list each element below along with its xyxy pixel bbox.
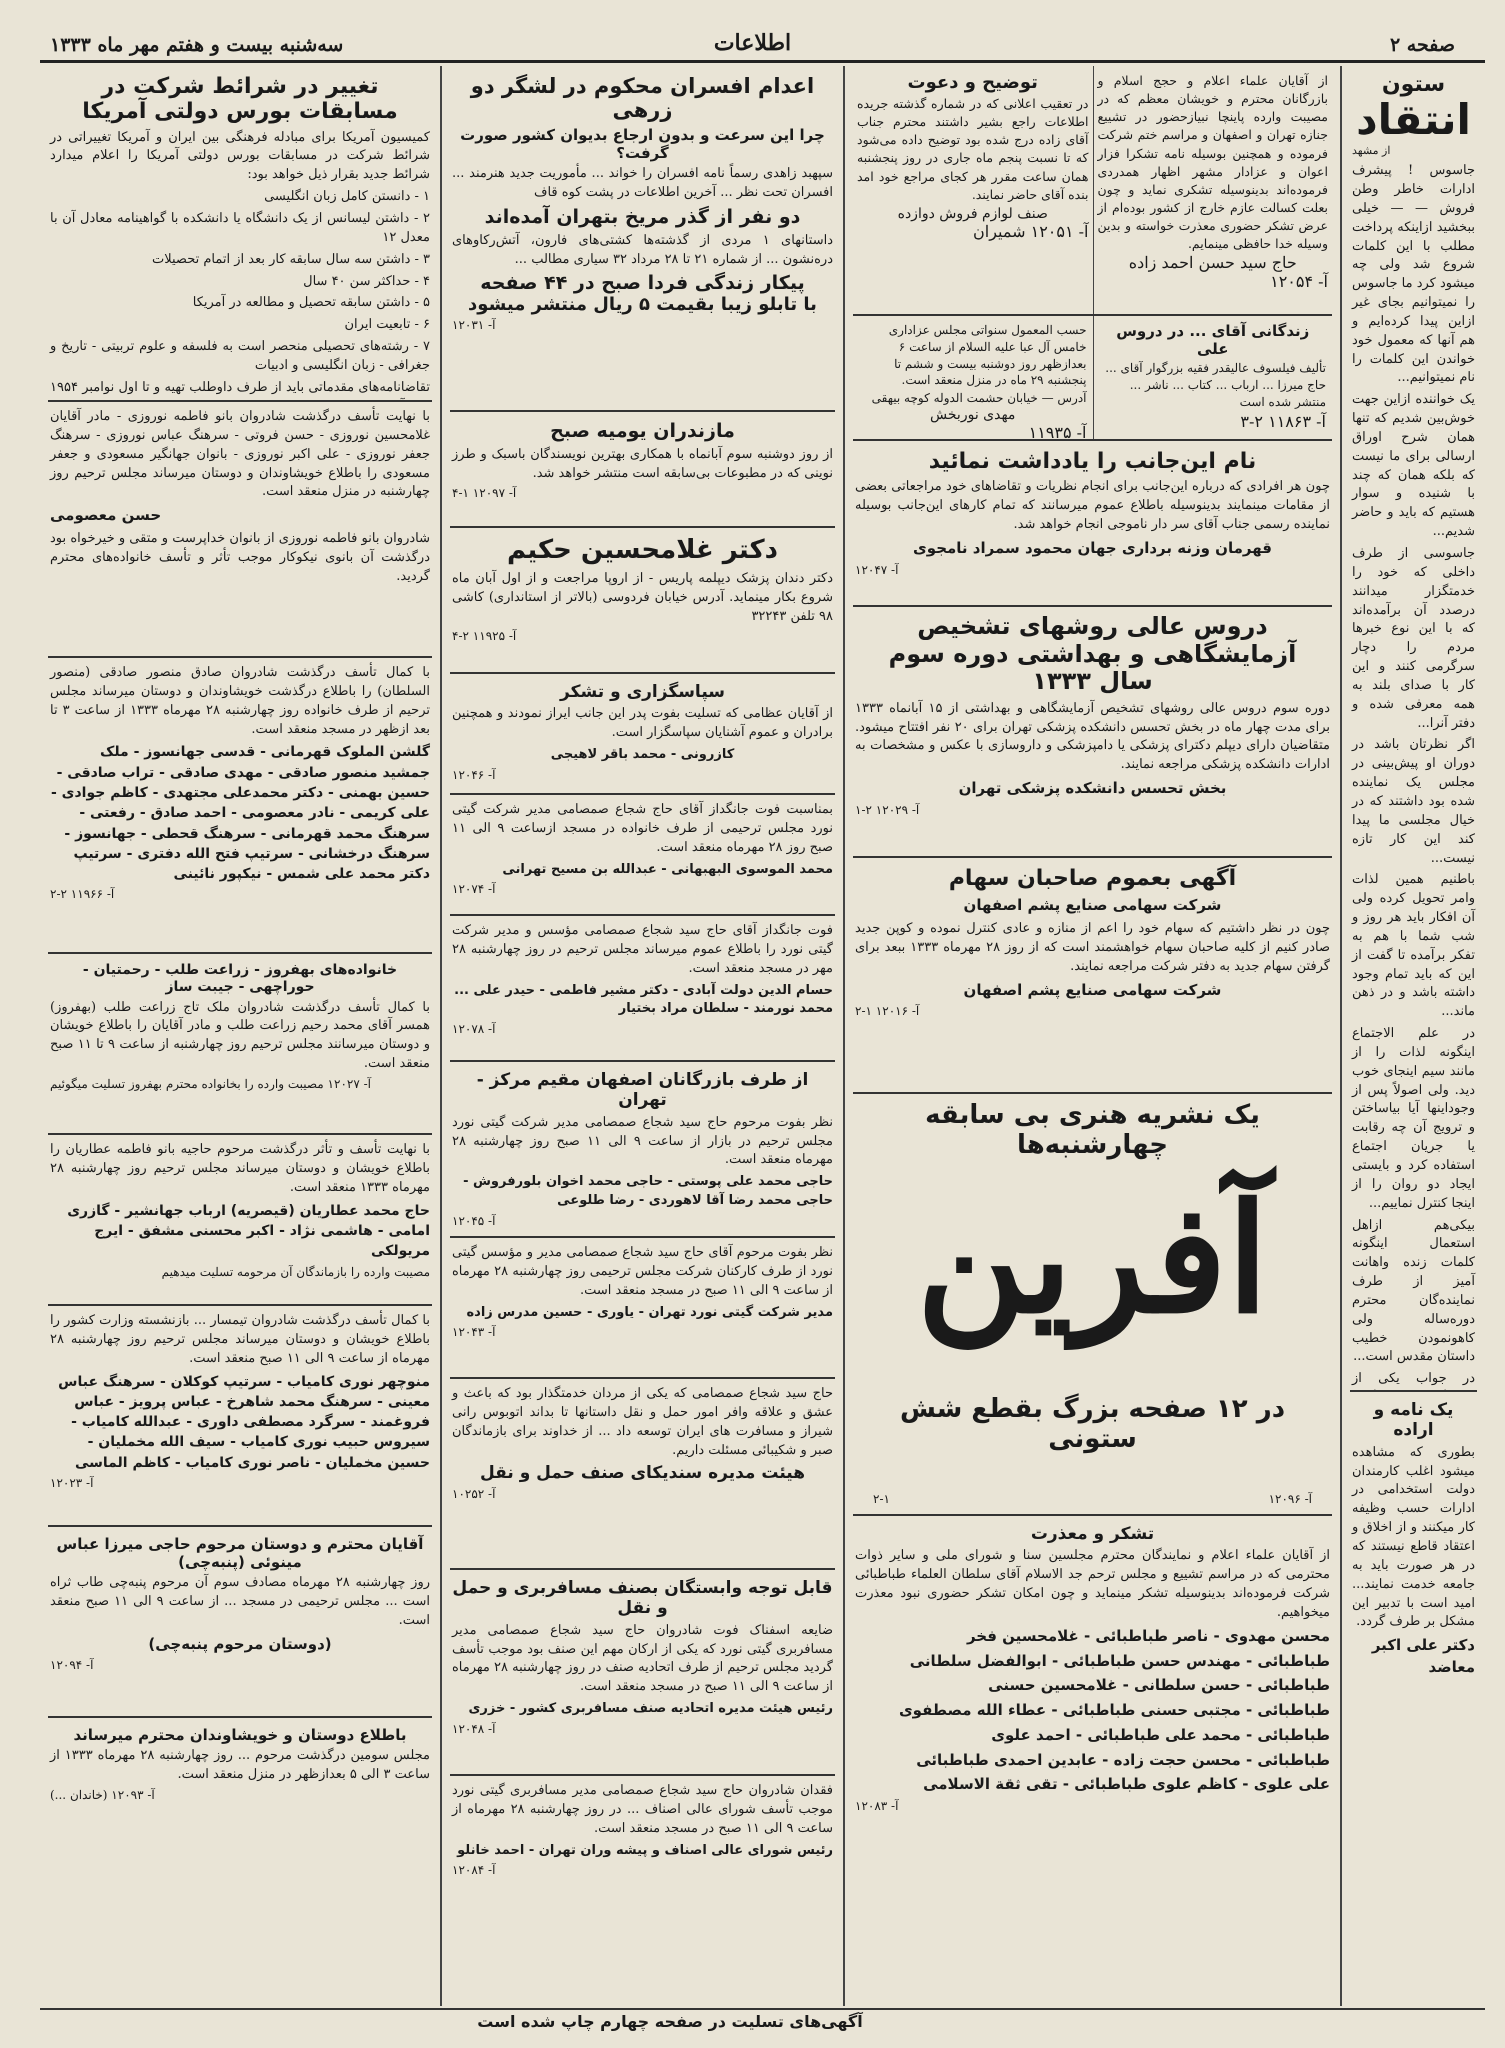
notice-body: با کمال تأسف درگذشت شادروان ملک تاج زراعت طلب (بهفروز) همسر آقای محمد رحیم زراعت طلب و مادر آقایان را باطلاع خویشان و دوستان میرسانند مجلس ترحیم روز چهارشنبه از ساعت ۹ تا ۱۱ صبح منعقد است. bbox=[50, 999, 430, 1072]
notice-signature: (دوستان مرحوم پنبه‌چی) bbox=[148, 1634, 332, 1653]
thanks-name-line: طباطبائی - حسن سلطانی - غلامحسین حسنی bbox=[988, 1676, 1330, 1695]
requirement-item: ۲ - داشتن لیسانس از یک دانشگاه یا دانشکده با گواهینامه معادل آن با معدل ۱۲ bbox=[50, 210, 430, 245]
course-title-line: سال ۱۳۳۳ bbox=[1032, 667, 1153, 696]
mourning-notice bbox=[853, 316, 1093, 443]
notice-signature: حاج محمد عطاریان (قیصریه) ارباب جهانشیر - گازری امامی - هاشمی نژاد - اکبر محسنی مشفق - ایرج مریولکی bbox=[67, 1202, 430, 1260]
notice-code: آ- ۱۲۰۹۳ (خاندان ...) bbox=[50, 1787, 155, 1802]
obituary-norouzi bbox=[48, 402, 432, 658]
article-paragraph: جاسوسی از طرف داخلی که خود را خدمتگزار میدانند درصدد آن برآمده‌اند که با این نوع خبرها مردم را دچار سرگرمی کنند و این کار با صدای بلند به همه معرفی شده و دفتر آنرا... bbox=[1352, 546, 1475, 731]
notice-signature: حسن معصومی bbox=[50, 506, 162, 525]
afarin-code-a: آ- ۱۲۰۹۶ bbox=[1268, 1492, 1312, 1506]
notice-body: از آقایان علماء اعلام و نمایندگان محترم مجلسین سنا و شورای ملی و سایر ذوات محترمی که در مراسم تشییع و مجلس ترحم جد الاسلام آقای سلطان العلماء طباطبائی شرکت فرموده‌اند بدینوسیله تشکر مینماید و چون امکان تشکر حضوری نبود معذرت میخواهیم. bbox=[855, 1548, 1330, 1620]
thanks-name-line: طباطبائی - مهندس حسن طباطبائی - ابوالفضل سلطانی bbox=[909, 1651, 1330, 1670]
mourning-body: حسب المعمول سنواتی مجلس عزاداری خامس آل عبا علیه السلام از ساعت ۶ بعدازظهر روز دوشنبه بیست و ششم تا پنجشنبه ۲۹ ماه در منزل منعقد است. bbox=[888, 323, 1087, 388]
notice-title: قابل توجه وابستگان بصنف مسافربری و حمل و نقل bbox=[452, 1578, 833, 1619]
notice-signature: هیئت مدیره سندیکای صنف حمل و نقل bbox=[479, 1463, 806, 1484]
letter-signature: دکتر علی اکبر معاضد bbox=[1371, 1636, 1475, 1676]
magazine-announcement: با تابلو زیبا بقیمت ۵ ریال منتشر میشود bbox=[468, 294, 817, 316]
ad-code: آ- ۱۲۰۳۱ bbox=[452, 317, 496, 332]
thanks-name-line: علی علوی - کاظم علوی طباطبائی - تقی ثقة الاسلامی bbox=[923, 1775, 1330, 1794]
shareholders-notice bbox=[853, 858, 1332, 1094]
footer-rule bbox=[40, 2008, 1485, 2010]
mazandaran-daily-ad bbox=[450, 412, 835, 528]
notice-signature: حاجی محمد علی پوستی - حاجی محمد اخوان بلورفروش - حاجی محمد رضا آقا لاهوردی - رضا طلوعی bbox=[463, 1174, 833, 1209]
article-paragraph: باطنیم همین لذات وامر تحویل کرده ولی آن افکار باید هر روز و شب شما با هم به تفکر برآمده تا گفت از این که باید تمام وجود داشته باشد و در ذهن ماند... bbox=[1352, 872, 1475, 1020]
dentist-ad bbox=[450, 528, 835, 674]
mourning-code: آ- ۱۱۹۳۵ bbox=[1028, 423, 1087, 443]
notice-code: آ- ۱۲۰۷۸ bbox=[452, 1022, 496, 1037]
notice-signature: کازرونی - محمد باقر لاهیجی bbox=[550, 747, 735, 763]
notice-title: توضیح و دعوت bbox=[907, 72, 1038, 93]
notice-code: آ- ۱۲۰۴۸ bbox=[452, 1722, 496, 1736]
notice-signature: صنف لوازم فروش دوازده bbox=[897, 205, 1048, 222]
notice-code: آ- ۱۲۰۴۶ bbox=[452, 767, 496, 782]
notice-body: ضایعه اسفناک فوت شادروان حاج سید شجاع صمصامی مدیر مسافربری گیتی نورد که یکی از ارکان مهم این صنف بود موجب تأسف گردید مجلس ترحیم از طرف اتحادیه صنف در روز چهارشنبه ۲۸ مهرماه از ساعت ۹ الی ۱۱ صبح در مسجد منعقد است. bbox=[452, 1622, 833, 1695]
thanks-name-line: طباطبائی - مجتبی حسنی طباطبائی - عطاء الله مصطفوی bbox=[898, 1701, 1330, 1720]
requirement-item: ۱ - دانستن کامل زبان انگلیسی bbox=[264, 189, 430, 205]
union-notice bbox=[450, 1570, 835, 1776]
us-scholarship-article bbox=[48, 66, 432, 402]
course-code: آ- ۱۲۰۲۹ ۲-۱ bbox=[855, 802, 920, 817]
notice-title: نام این‌جانب را یادداشت نمائید bbox=[928, 449, 1257, 474]
course-signature: بخش تحسس دانشکده پزشکی تهران bbox=[958, 779, 1227, 798]
letter-body: بطوری که مشاهده میشود اغلب کارمندان دولت استخدامی در ادارات حسب وظیفه کار میکنند و از اخلاق و اعتقاد قاطع نیستند که در هر صورت باید به جامعه خدمت نمایند... امید است با تدبیر این مشکل بر طرف گردد. bbox=[1352, 1444, 1475, 1630]
council-notice bbox=[450, 1776, 835, 1885]
mourning-signature: مهدی نوربخش bbox=[930, 407, 1016, 424]
notice-body: در تعقیب اعلانی که در شماره گذشته جریده اطلاعات راجع بشیر داشتند محترم جناب آقای زاده درج شده بود توضیح داده می‌شود که تا نسبت پنجم ماه جاری در روز پنجشنبه همان ساعت مقرر هر کجای مراجع خود امد بنده آقای حاضر نمایند. bbox=[857, 96, 1089, 202]
company-death-notice bbox=[450, 1238, 835, 1379]
column-label: ستون bbox=[1381, 72, 1446, 97]
obituary-behforouz bbox=[48, 954, 432, 1135]
notice-title: از طرف بازرگانان اصفهان مقیم مرکز - تهران bbox=[476, 1070, 809, 1111]
header-rule bbox=[40, 60, 1485, 63]
article-body: سپهبد زاهدی رسماً نامه افسران را خواند ... مأموریت جدید هنرمند ... افسران تحت نظر ... آخرین اطلاعات در پشت کوه قاف bbox=[452, 166, 833, 201]
article-headline: تغییر در شرائط شرکت در مسابقات بورس دولتی آمریکا bbox=[82, 74, 398, 125]
notice-signature: حاج سید حسن احمد زاده bbox=[1128, 253, 1297, 273]
letter-article bbox=[1350, 1392, 1477, 1690]
ad-title: دکتر غلامحسین حکیم bbox=[506, 535, 779, 565]
notice-signature: رئیس شورای عالی اصناف و پیشه وران تهران - احمد خانلو bbox=[457, 1842, 833, 1858]
article-subheadline: چرا این سرعت و بدون ارجاع بدیوان کشور صورت گرفت؟ bbox=[460, 126, 825, 163]
notice-code: آ- ۱۲۰۵۴ bbox=[1270, 272, 1328, 292]
memorial-notice bbox=[48, 1718, 432, 1810]
notice-code: آ- ۱۲۰۷۴ bbox=[452, 882, 496, 897]
notice-signature: منوچهر نوری کامیاب - سرتیپ کوکلان - سرهنگ عباس معینی - سرهنگ محمد شاهرخ - عباس پرویز - عباس فروغمند - سرگرد مصطفی داوری - عبدالله کامیاب - سیروس حبیب نوری کامیاب - سیف الله مخملیان - حسین مخملیان - ناصر نوری کامیاب - کاظم الماسی bbox=[58, 1373, 430, 1471]
afarin-subtitle: در ۱۲ صفحه بزرگ بقطع شش ستونی bbox=[899, 1394, 1286, 1454]
course-announcement bbox=[853, 607, 1332, 858]
thanks-name-line: محسن مهدوی - ناصر طباطبائی - غلامحسین فخر bbox=[966, 1626, 1330, 1645]
notice-body: با کمال تأسف درگذشت شادروان صادق منصور صادقی (منصور السلطان) را باطلاع درگذشت خویشاوندان و دوستان میرساند مجلس ترحیم از طرف خانواده روز چهارشنبه ۲۸ مهرماه ۱۳۳۳ از ساعت ۳ تا بعد ازظهر در مسجد منعقد است. bbox=[50, 665, 430, 737]
ad-title: مازندران یومیه صبح bbox=[550, 420, 735, 442]
notice-title: سپاسگزاری و تشکر bbox=[560, 682, 725, 702]
requirement-item: ۶ - تابعیت ایران bbox=[344, 317, 430, 333]
notice-title: آگهی بعموم صاحبان سهام bbox=[948, 866, 1237, 891]
book-ad-code: آ- ۱۱۸۶۳ ۲-۳ bbox=[1240, 412, 1326, 432]
execution-article bbox=[450, 66, 835, 412]
remember-name-notice bbox=[853, 441, 1332, 607]
article-paragraph: بیکی‌هم ازاهل استعمال اینگونه کلمات زنده واهانت آمیز از طرف نماینده‌گان محترم دوره‌ساله ولی کاهونمودن خطیب داستان مقدس است... bbox=[1352, 1217, 1475, 1365]
death-notice bbox=[450, 795, 835, 916]
book-ad-body: تألیف فیلسوف عالیقدر فقیه بزرگوار آقای ... حاج میرزا ... ارباب ... کتاب ... ناشر ... منتشر شده است bbox=[1105, 361, 1326, 409]
article-body: داستانهای ۱ مردی از گذشته‌ها کشتی‌های فارون، آتش‌رکاوهای دره‌نشون ... از شماره ۲۱ تا ۲۸ مرداد ۳۲ سیاری مطالب ... bbox=[452, 232, 833, 267]
page-header bbox=[0, 18, 1505, 64]
article-paragraph: جاسوس ! پیشرف ادارات خاطر وطن فروش — — خیلی ببخشید ازاینکه پرداخت مطلب با این کلمات شروع شد ولی چه میشود کرد ما جاسوس را نمیتوانیم بجای غیر ازاین پیدا کرده‌ایم و هم آنها که معمول خود خواندن این کلمات را نام نمیتوانیم... bbox=[1352, 163, 1475, 386]
column-4 bbox=[40, 66, 440, 2006]
requirement-item: ۷ - رشته‌های تحصیلی منحصر است به فلسفه و علوم تربیتی - تاریخ و جغرافی - زبان انگلیسی و ادبیات bbox=[50, 339, 430, 373]
course-body: دوره سوم دروس عالی روشهای تشخیص آزمایشگاهی و بهداشتی از ۱۵ آبانماه ۱۳۳۳ برای مدت چهار ماه در بخش تحسس دانشکده پزشکی تهران برای ۲۰ نفر افتتاح میشود. متقاضیان دارای دیپلم دکترای پزشکی یا دامپزشکی و داروسازی با عکس و مشخصات به ادارات دانشکده پزشکی مراجعه نمایند. bbox=[855, 700, 1330, 773]
article-paragraph: در جواب یکی از bbox=[1352, 1371, 1475, 1387]
notice-note: مصیبت وارده را بازماندگان آن مرحومه تسلیت میدهیم bbox=[161, 1265, 430, 1280]
notice-code: آ- ۱۲۰۱۶ ۱-۲ bbox=[855, 1004, 920, 1019]
notice-code: آ- ۱۲۰۸۳ bbox=[855, 1799, 899, 1814]
notice-signature: مدیر شرکت گیتی نورد تهران - یاوری - حسین مدرس زاده bbox=[466, 1304, 833, 1320]
masthead: اطلاعات bbox=[713, 30, 792, 56]
notice-code: آ- ۱۲۰۲۳ bbox=[50, 1476, 94, 1491]
thanks-name-line: طباطبائی - محمد علی طباطبائی - احمد علوی bbox=[991, 1725, 1330, 1744]
book-ad-box bbox=[1093, 316, 1333, 439]
afarin-logo-text: آفرین bbox=[916, 1171, 1269, 1347]
notice-body: حاج سید شجاع صمصامی که یکی از مردان خدمتگذار بود که باعث و عشق و علاقه وافر امور حمل و نقل داستانها تا بداند اتوبوس رانی شیراز و مسافرت های ایران توسعه داد ... از خداوند برای بازماندگان صبر و شکیبائی مسئلت داریم. bbox=[452, 1386, 833, 1458]
notice-subtitle: شرکت سهامی صنایع پشم اصفهان bbox=[963, 896, 1222, 915]
magazine-announcement: پیکار زندگی فردا صبح در ۴۴ صفحه bbox=[480, 272, 805, 295]
ad-body: دکتر دندان پزشک دیپلمه پاریس - از اروپا مراجعت و از اول آبان ماه شروع بکار مینماید. آدرس خیابان فردوسی (بالاتر از استانداری) کاشی ۹۸ تلفن ۳۲۲۴۳ bbox=[452, 570, 833, 624]
notice-body: نظر بفوت مرحوم حاج سید شجاع صمصامی مدیر شرکت گیتی نورد مجلس ترحیم در بازار از ساعت ۹ الی ۱۱ صبح روز چهارشنبه ۲۸ مهرماه منعقد است. bbox=[452, 1114, 833, 1168]
course-title-line: آزمایشگاهی و بهداشتی دوره سوم bbox=[888, 639, 1297, 668]
page-number: صفحه ۲ bbox=[1389, 34, 1455, 56]
notice-body: از آقایان عظامی که تسلیت بفوت پدر این جانب ایراز نمودند و همچنین برادران و عموم آشنایان سپاسگزار است. bbox=[452, 706, 833, 741]
notice-body: با نهایت تأسف درگذشت شادروان بانو فاطمه نوروزی - مادر آقایان غلامحسین نوروزی - حسن فروتی - سرهنگ عباس نوروزی - سرهنگ جعفر نوروزی - علی اکبر نوروزی - بانوان جهانگیر مسعودی و جعفر مسعودی را باطلاع خویشاوندان و دوستان میرساند مجلس ترحیم روز چهارشنبه در منزل منعقد است. bbox=[50, 409, 430, 500]
article-paragraph: یک خواننده ازاین جهت خوش‌بین شدیم که تنها همان شرح اوراق ارسالی برای ما نیست که بلکه همان که چند با شنیده و سوار هستیم که باید و حاضر شدیم... bbox=[1352, 392, 1475, 540]
notice-title: تشکر و معذرت bbox=[1030, 1524, 1155, 1544]
notice-title: خانواده‌های بهفروز - زراعت طلب - رحمتیان - حوراچهی - جیبت ساز bbox=[82, 962, 398, 995]
column-3 bbox=[442, 66, 843, 2006]
top-notices-row bbox=[853, 66, 1332, 316]
notice-signature: محمد الموسوی البهبهانی - عبدالله بن مسیح تهرانی bbox=[502, 861, 833, 877]
article-headline: اعدام افسران محکوم در لشگر دو زرهی bbox=[470, 74, 815, 123]
notice-signature: رئیس هیئت مدیره اتحادیه صنف مسافربری کشور - خزری bbox=[468, 1701, 833, 1717]
death-notice bbox=[450, 916, 835, 1062]
afarin-code-b: ۲-۱ bbox=[873, 1492, 890, 1506]
notice-code: آ- ۱۲۰۸۴ bbox=[452, 1863, 496, 1878]
notice-body: بمناسبت فوت جانگداز آقای حاج شجاع صمصامی مدیر شرکت گیتی نورد مجلس ترحیمی از طرف خانواده در مسجد ازساعت ۹ الی ۱۱ صبح روز ۲۸ مهرماه منعقد است. bbox=[452, 802, 833, 855]
article-subheadline: دو نفر از گذر مریخ بتهران آمده‌اند bbox=[484, 205, 801, 228]
notice-body: مجلس سومین درگذشت مرحوم ... روز چهارشنبه ۲۸ مهرماه ۱۳۳۳ از ساعت ۳ الی ۵ بعدازظهر در منزل منعقد است. bbox=[50, 1748, 430, 1782]
notice-thanks-ahmadzadeh bbox=[1093, 66, 1333, 314]
notice-body: با کمال تأسف درگذشت شادروان تیمسار ... بازنشسته وزارت کشور را باطلاع خویشان و دوستان میرساند مجلس ترحیم روز چهارشنبه ۲۸ مهرماه از ساعت ۹ الی ۱۱ صبح منعقد است. bbox=[50, 1313, 430, 1366]
article-paragraph: در علم الاجتماع اینگونه لذات را از مانند سیم اینجای خوب دید. ولی اصولاً پس از وجوداینها آیا بیاساختن و ترویج آن چه رقابت یا جریان اجتماع استفاده کرد و بایستی ایجاد دو روان را از اینجا کنترل نماییم... bbox=[1352, 1026, 1475, 1211]
obituary-minouei bbox=[48, 1527, 432, 1718]
notice-code: آ- ۱۱۹۶۶ ۲-۲ bbox=[50, 887, 115, 902]
notice-signature: شرکت سهامی صنایع پشم اصفهان bbox=[963, 980, 1222, 999]
notice-body: روز چهارشنبه ۲۸ مهرماه مصادف سوم آن مرحوم پنبه‌چی طاب ثراه است ... مجلس ترحیمی در مسجد ... از ساعت ۹ الی ۱۱ صبح منعقد است. bbox=[50, 1575, 431, 1628]
notice-body: از آقایان علماء اعلام و حجج اسلام و بازرگانان محترم و خویشان معظم که در مصیبت وارده پاینچا نبیازحضور در تشییع جنازه تهران و اصفهان و مراسم ختم شرکت فرموده و همچنین بوسیله نامه تشکرا فزار اعوان و عزادار مشهر اظهار همدردی فرموده‌اند بدینوسیله تشکری نماید و چون بعلت کسالت عازم خارج از کشور بوده‌ام از عرض تشکر حضوری معذرت خواسته و بدین وسیله خدا حافظی مینمایم. bbox=[1097, 73, 1328, 252]
footer-note: آگهی‌های تسلیت در صفحه چهارم چاپ شده است bbox=[477, 2012, 863, 2031]
afarin-codes bbox=[873, 1492, 1312, 1506]
notice-code: آ- ۱۲۰۲۷ مصیبت وارده را بخانواده محترم بهفروز تسلیت میگوئیم bbox=[50, 1076, 371, 1091]
criticism-column bbox=[1342, 66, 1485, 2006]
notice-code: آ- ۱۰۲۵۲ bbox=[452, 1486, 496, 1501]
notice-code: آ- ۱۲۰۹۴ bbox=[50, 1658, 94, 1673]
requirement-item: ۵ - داشتن سابقه تحصیل و مطالعه در آمریکا bbox=[192, 295, 430, 311]
article-body: تقاضانامه‌های مقدماتی باید از طرف داوطلب تهیه و تا اول نوامبر ۱۹۵۴ bbox=[50, 379, 430, 395]
book-ad bbox=[853, 316, 1332, 441]
notice-signature: حسام الدین دولت آبادی - دکتر مشیر فاطمی - حیدر علی ... محمد نورمند - سلطان مراد بختیار bbox=[454, 982, 833, 1017]
notice-body: نظر بفوت مرحوم آقای حاج سید شجاع صمصامی مدیر و مؤسس گیتی نورد از طرف کارکنان شرکت مجلس ترحیمی روز چهارشنبه ۲۸ مهرماه از ساعت ۹ الی ۱۱ صبح در مسجد منعقد است. bbox=[452, 1245, 834, 1298]
gratitude-notice bbox=[450, 674, 835, 795]
notice-body: فقدان شادروان حاج سید شجاع صمصامی مدیر مسافربری گیتی نورد موجب تأسف شورای عالی اصناف ... در روز چهارشنبه ۲۸ مهرماه از ساعت ۹ الی ۱۱ صبح در مسجد منعقد است. bbox=[452, 1783, 833, 1836]
article-location: از مشهد bbox=[1352, 144, 1391, 158]
article-body: کمیسیون آمریکا برای مبادله فرهنگی بین ایران و آمریکا تغییراتی در شرائط شرکت در مسابقات بورس دولتی آمریکا را اعلام میدارد شرائط جدید بقرار ذیل خواهد بود: bbox=[50, 129, 430, 183]
notice-title: باطلاع دوستان و خویشاوندان محترم میرساند bbox=[73, 1726, 407, 1744]
book-ad-title: زندگانی آقای ... در دروس علی bbox=[1116, 322, 1310, 358]
article-paragraph: اگر نظرتان باشد در دوران او پیش‌بینی در مجلس یک نماینده شده بود داشتند که در خیال مجلسی ما پیدا کند این کار تازه نیست... bbox=[1352, 737, 1475, 866]
notice-code: آ- ۱۲۰۴۵ bbox=[452, 1214, 496, 1228]
mourning-address: آدرس — خیابان حشمت الدوله کوچه بیهقی bbox=[871, 391, 1087, 406]
notice-signature: قهرمان وزنه برداری جهان محمود سمراد نامجوی bbox=[913, 538, 1272, 557]
ad-body: از روز دوشنبه سوم آبانماه با همکاری بهترین نویسندگان باسبک و طرز نوینی که در مطبوعات بی‌سابقه است منتشر خواهد شد. bbox=[452, 446, 833, 481]
ad-code: آ- ۱۱۹۲۵ ۲-۴ bbox=[452, 629, 517, 644]
requirement-item: ۳ - داشتن سه سال سابقه کار بعد از اتمام تحصیلات bbox=[152, 251, 430, 267]
ad-code: آ- ۱۲۰۹۷ ۱-۴ bbox=[452, 486, 517, 501]
issue-date: سه‌شنبه بیست و هفتم مهر ماه ۱۳۳۳ bbox=[50, 34, 344, 56]
course-title-line: دروس عالی روشهای تشخیص bbox=[917, 612, 1268, 640]
column-title: انتقاد bbox=[1356, 95, 1471, 144]
notice-code: آ- ۱۲۰۴۳ bbox=[452, 1325, 496, 1340]
afarin-tagline: یک نشریه هنری بی سابقه چهارشنبه‌ها bbox=[925, 1100, 1260, 1160]
column-2 bbox=[845, 66, 1340, 2006]
merchants-notice bbox=[450, 1062, 835, 1238]
notice-body: چون هر افرادی که درباره این‌جانب برای انجام نظریات و تقاضاهای خود مراجعاتی بعضی از مقامات مینمایند بدینوسیله باطلاع عموم میرسانند که تمام کارهای این‌جانب بوسیله نماینده رسمی جناب آقای سر دار ناموجی انجام خواهد شد. bbox=[855, 479, 1330, 532]
syndicate-notice bbox=[450, 1379, 835, 1570]
notice-body: فوت جانگداز آقای حاج سید شجاع صمصامی مؤسس و مدیر شرکت گیتی نورد را باطلاع عموم میرساند مجلس ترحیم در روز چهارشنبه ۲۸ مهر در مسجد منعقد است. bbox=[452, 923, 833, 976]
requirement-item: ۴ - حداکثر سن ۴۰ سال bbox=[303, 273, 430, 289]
obituary-attarian bbox=[48, 1135, 432, 1306]
notice-clarification bbox=[853, 66, 1093, 314]
notice-code: آ- ۱۲۰۴۷ bbox=[855, 562, 899, 577]
criticism-article bbox=[1350, 66, 1477, 1392]
notice-code: آ- ۱۲۰۵۱ شمیران bbox=[973, 221, 1089, 241]
obituary-sadeghi bbox=[48, 658, 432, 954]
notice-title: آقایان محترم و دوستان مرحوم حاجی میرزا عباس مینوئی (پنبه‌چی) bbox=[56, 1535, 424, 1571]
thanks-notice bbox=[853, 1516, 1332, 1821]
letter-title: یک نامه و اراده bbox=[1373, 1400, 1454, 1441]
notice-signature: گلشن الملوک قهرمانی - قدسی جهانسوز - ملک جمشید منصور صادقی - مهدی صادقی - تراب صادقی - حسین بهمنی - دکتر محمدعلی مجتهدی - کاظم جوادی - علی کریمی - نادر معصومی - احمد صادق - رفعتی - سرهنگ محمد قهرمانی - سرهنگ قحطی - جهانسوز - سرهنگ درخشانی - سرتیپ فتح الله دفتری - سرتیپ دکتر محمد علی شمس - نیکپور نائینی bbox=[50, 744, 430, 883]
thanks-name-line: طباطبائی - محسن حجت زاده - عابدین احمدی طباطبائی bbox=[916, 1750, 1330, 1769]
afarin-magazine-ad bbox=[853, 1094, 1332, 1516]
obituary-kamyab bbox=[48, 1306, 432, 1527]
notice-body: چون در نظر داشتیم که سهام خود را اعم از منازه و عادی کنترل نموده و کوپن جدید صادر کنیم از کلیه صاحبان سهام خواهشمند است که از روز ۲۸ مهرماه ۱۳۳۳ ببعد برای گرفتن سهام جدید به دفتر شرکت مراجعه نمایند. bbox=[855, 921, 1330, 974]
notice-body: شادروان بانو فاطمه نوروزی از بانوان خداپرست و متقی و خیرخواه بود درگذشت آن بانوی نیکوکار موجب تأثر و تأسف خانواده‌های محترم گردید. bbox=[50, 530, 430, 584]
notice-body: با نهایت تأسف و تأثر درگذشت مرحوم حاجیه بانو فاطمه عطاریان را باطلاع خویشان و دوستان میرساند مجلس ترحیم روز چهارشنبه ۲۸ مهرماه ۱۳۳۳ منعقد است. bbox=[50, 1142, 430, 1195]
